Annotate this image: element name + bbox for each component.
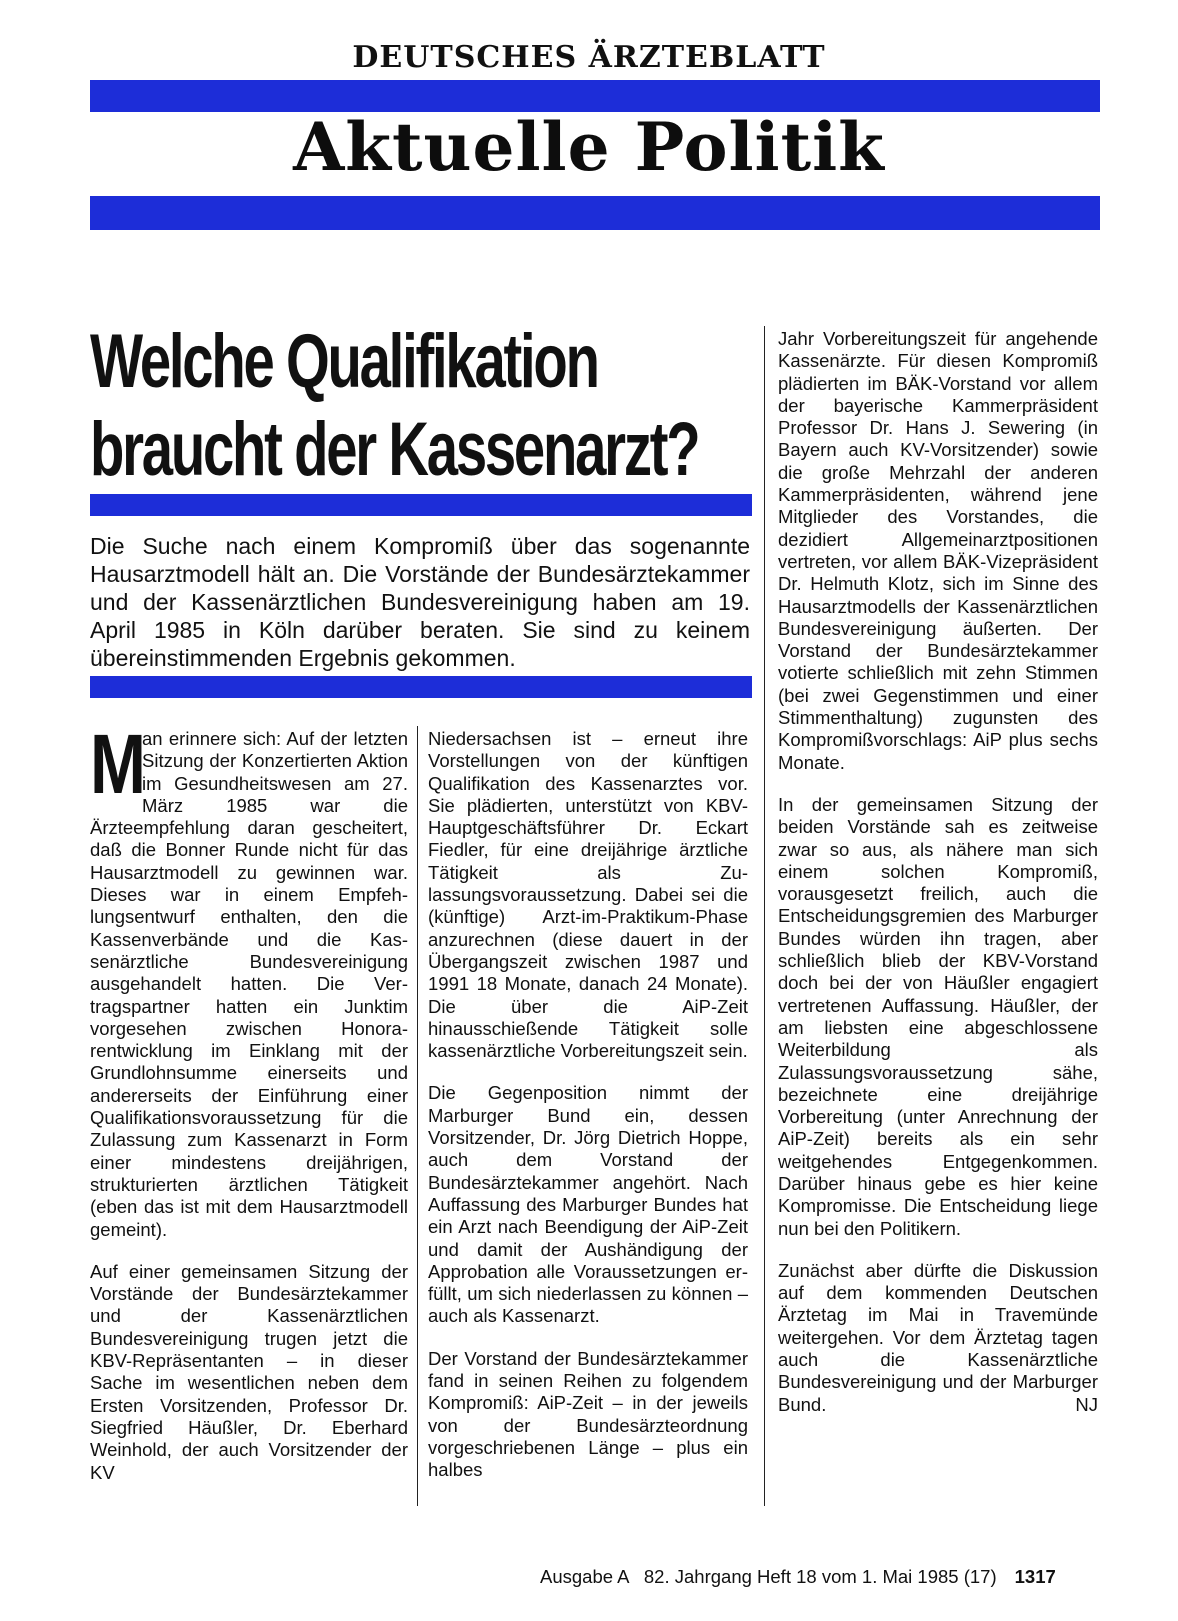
page-footer xyxy=(540,1566,1056,1588)
article-lead: Die Suche nach einem Kompromiß über das sogenannte Hausarztmodell hält an. Die Vorstände der Bundesärztekammer und der Kassenärztlichen Bundesvereinigung haben am 19. April 1985 in Köln darüber beraten. Sie sind zu keinem übereinstimmenden Ergebnis gekommen. xyxy=(90,533,750,671)
text-column-3 xyxy=(778,328,1098,1436)
masthead-band-bottom xyxy=(90,196,1100,230)
paragraph: In der gemeinsamen Sitzung der beiden Vorstände sah es zeitweise zwar so aus, als nähere man sich einem solchen Kompromiß, vorausgesetzt freilich, auch die Entscheidungsgremien des Marburger Bundes würden ihn tragen, aber schließlich blieb der KBV-Vorstand doch bei der von Häußler engagiert vertretenen Auffassung. Häußler, der am liebsten eine abgeschlossene Weiterbildung als Zulassungsvoraussetzung sähe, bezeichnete eine dreijährige Vorbereitung (unter Anrechnung der AiP-Zeit) bereits als ein sehr weitgehendes Entgegenkommen. Darüber hinaus gebe es hier keine Kompromisse. Die Entscheidung liege nun bei den Politikern. xyxy=(778,793,1098,1239)
headline-line-1: Welche Qualifikation xyxy=(90,319,598,404)
paragraph: Die Gegenposition nimmt der Marburger Bund ein, dessen Vorsitzender, Dr. Jörg Dietrich Hoppe, auch dem Vorstand der Bundesärztekammer angehört. Nach Auffassung des Marburger Bundes hat ein Arzt nach Beendigung der AiP-Zeit und damit der Aushändigung der Approbation alle Voraussetzungen erfüllt, um sich niederlassen zu können – auch als Kassenarzt. xyxy=(428,1082,748,1327)
paragraph: an erinnere sich: Auf der letzten Sitzung der Konzertierten Aktion im Gesundheitswesen am 27. März 1985 war die Ärzteempfehlung daran gescheitert, daß die Bonner Runde nicht für das Hausarztmodell zu gewinnen war. Dieses war in einem Empfehlungsentwurf enthalten, den die Kassenverbände und die Kassenärztliche Bundesvereinigung ausgehandelt hatten. Die Vertragspartner hatten ein Junktim vorgesehen zwischen Honorarentwicklung im Einklang mit der Grundlohnsumme einerseits und andererseits der Einführung einer Qualifikationsvoraussetzung für die Zulassung zum Kassenarzt in Form einer mindestens dreijährigen, strukturierten ärztlichen Tätigkeit (eben das ist mit dem Hausarztmodell gemeint). xyxy=(90,728,408,1240)
text-column-2 xyxy=(428,728,748,1502)
issue-info: Ausgabe A 82. Jahrgang Heft 18 vom 1. Mai 1985 (17) xyxy=(540,1566,997,1587)
column-rule-1 xyxy=(417,726,418,1506)
paragraph: Zunächst aber dürfte die Diskussion auf dem kommenden Deutschen Ärztetag im Mai in Travemünde weitergehen. Vor dem Ärztetag tagen auch die Kassenärztliche Bundesvereinigung und der Marburger Bund. xyxy=(778,1259,1098,1415)
paragraph-with-signature xyxy=(778,1260,1098,1416)
paragraph: Jahr Vorbereitungszeit für angehende Kassenärzte. Für diesen Kompromiß plädierten im BÄK-Vorstand vor allem der bayerische Kammerpräsident Professor Dr. Hans J. Sewering (in Bayern auch KV-Vorsitzender) sowie die große Mehrzahl der anderen Kammerpräsidenten, während jene Mitglieder des Vorstandes, die dezidiert Allgemeinarztpositionen vertreten, vor allem BÄK-Vizepräsident Dr. Helmuth Klotz, sich im Sinne des Hausarztmodells der Kassenärztlichen Bundesvereinigung äußerten. Der Vorstand der Bundesärztekammer votierte schließlich mit zehn Stimmen (bei zwei Gegenstimmen und einer Stimmenthaltung) zugunsten des Kompromißvorschlags: AiP plus sechs Monate. xyxy=(778,328,1098,773)
headline-band xyxy=(90,494,752,516)
paragraph: Niedersachsen ist – erneut ihre Vorstellungen von der künftigen Qualifikation des Kassenarztes vor. Sie plädierten, unterstützt von KBV-Hauptgeschäftsführer Dr. Eckart Fiedler, für eine dreijährige ärztliche Tätigkeit als Zulassungsvoraussetzung. Dabei sei die (künftige) Arzt-im-Praktikum-Phase anzurechnen (diese dauert in der Übergangszeit zwischen 1987 und 1991 18 Monate, danach 24 Monate). Die über die AiP-Zeit hinausschießende Tätigkeit solle kassenärztliche Vorbereitungszeit sein. xyxy=(428,728,748,1062)
lead-band xyxy=(90,676,752,698)
headline-line-2: braucht der Kassenarzt? xyxy=(90,407,699,492)
paragraph: Der Vorstand der Bundesärztekammer fand in seinen Reihen zu folgendem Kompromiß: AiP-Zeit – in der jeweils von der Bundesärzteordnung vorgeschriebenen Länge – plus ein halbes xyxy=(428,1347,748,1481)
author-signature: NJ xyxy=(1075,1393,1098,1415)
text-column-1 xyxy=(90,717,408,1504)
column-rule-2 xyxy=(764,326,765,1506)
page-number: 1317 xyxy=(1014,1566,1056,1587)
drop-cap: M xyxy=(90,717,146,811)
paragraph: Auf einer gemeinsamen Sitzung der Vorstände der Bundesärztekammer und der Kassenärztlichen Bundesvereinigung trugen jetzt die KBV-Repräsentanten – in dieser Sache im wesentlichen neben dem Ersten Vorsitzenden, Professor Dr. Siegfried Häußler, Dr. Eberhard Weinhold, der auch Vorsitzender der KV xyxy=(90,1260,408,1483)
section-title: Aktuelle Politik xyxy=(293,108,885,186)
article-headline xyxy=(90,318,699,494)
masthead: DEUTSCHES ÄRZTEBLATT xyxy=(352,40,826,75)
